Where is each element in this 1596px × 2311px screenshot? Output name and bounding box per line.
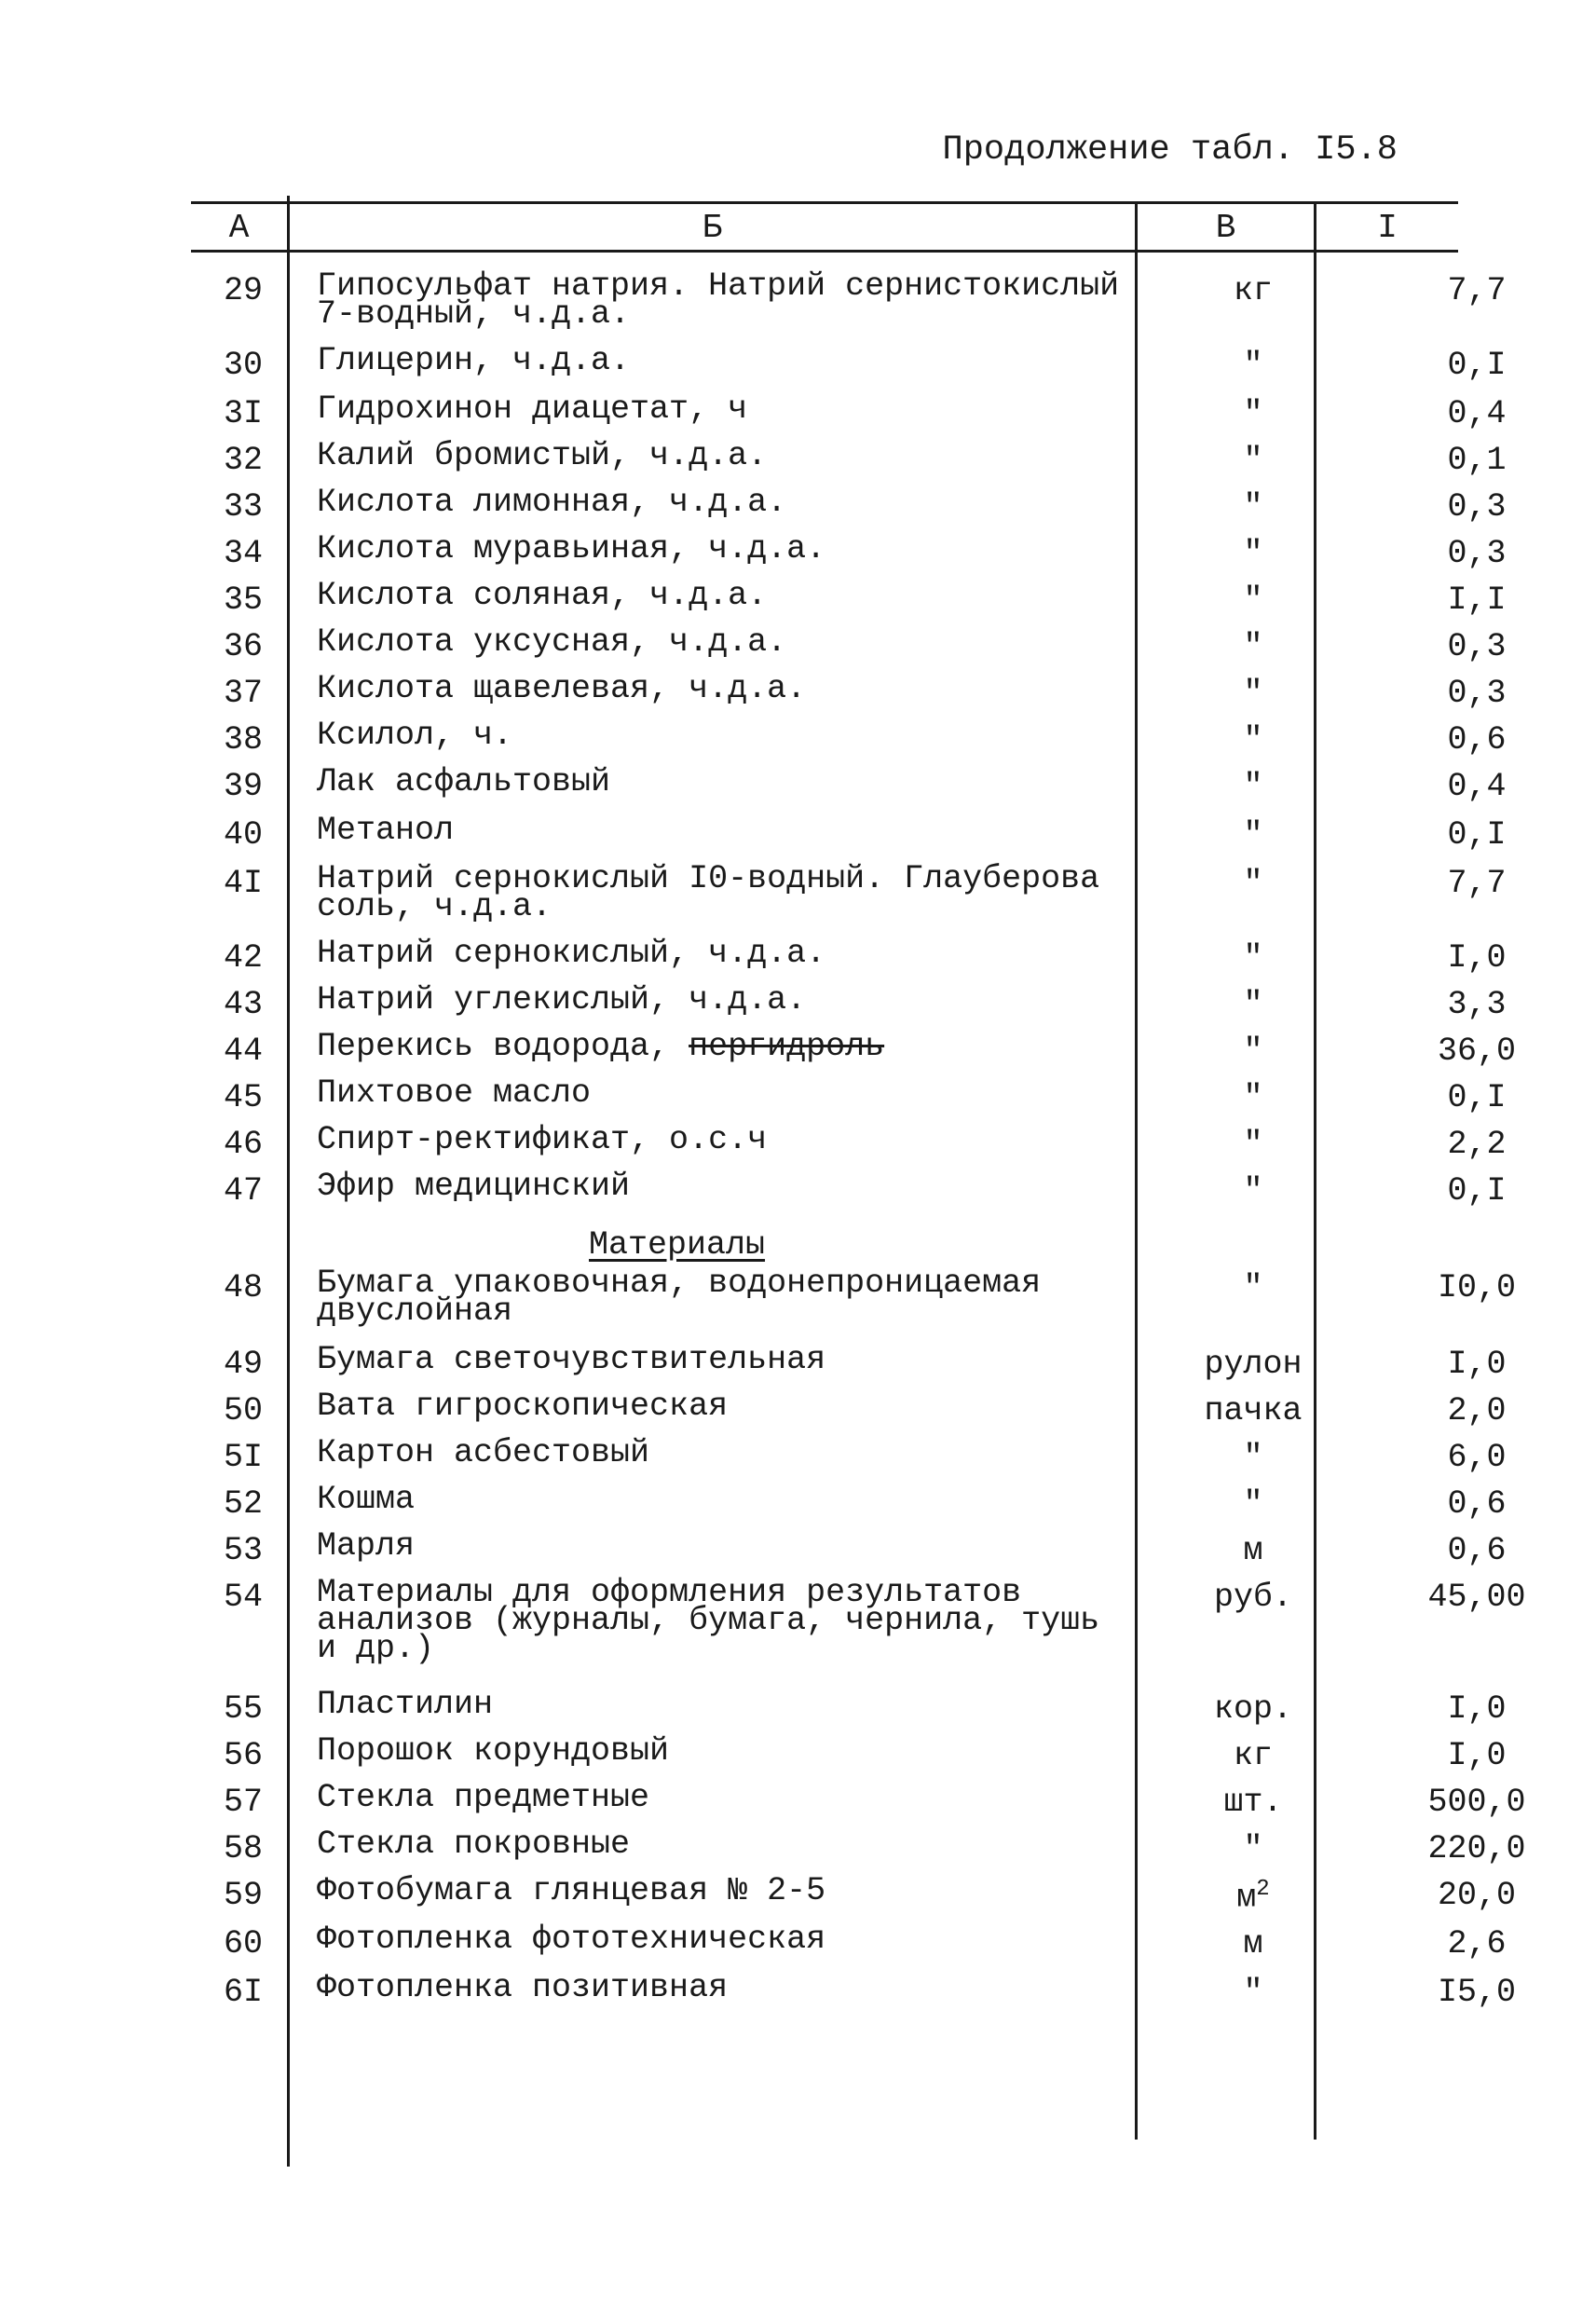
row-name: Кислота соляная, ч.д.а.	[317, 577, 768, 614]
row-value: 0,1	[1447, 442, 1507, 479]
row-value: 0,6	[1447, 1485, 1507, 1523]
row-value: 0,6	[1447, 721, 1507, 759]
row-number: 32	[223, 442, 263, 479]
row-value: 0,I	[1447, 1079, 1507, 1116]
row-number: 35	[223, 581, 263, 619]
row-name	[317, 1028, 1127, 1065]
row-value: 6,0	[1447, 1439, 1507, 1476]
row-number: 48	[223, 1269, 263, 1306]
row-value: 0,3	[1447, 488, 1507, 526]
row-name: Натрий сернокислый I0-водный. Глауберова соль, ч.д.а.	[317, 860, 1100, 925]
header-col-a: А	[228, 209, 250, 247]
row-unit: "	[1243, 395, 1263, 432]
row-value: 2,2	[1447, 1126, 1507, 1163]
row-name: Метанол	[317, 812, 455, 849]
row-name: Кислота лимонная, ч.д.а.	[317, 484, 787, 521]
header-col-c: В	[1215, 209, 1236, 247]
row-name: Фотобумага глянцевая № 2-5	[317, 1872, 826, 1909]
row-unit: кг	[1233, 1737, 1273, 1774]
row-unit: руб.	[1213, 1579, 1292, 1616]
row-name: Порошок корундовый	[317, 1732, 670, 1770]
row-unit: "	[1243, 675, 1263, 712]
row-name: Стекла предметные	[317, 1779, 650, 1816]
header-col-d: I	[1377, 209, 1398, 247]
row-number: 50	[223, 1392, 263, 1429]
row-unit: "	[1243, 535, 1263, 572]
row-value: 500,0	[1427, 1784, 1526, 1821]
row-number: 38	[223, 721, 263, 759]
row-unit: "	[1243, 986, 1263, 1023]
row-unit: "	[1243, 768, 1263, 805]
row-value: 2,0	[1447, 1392, 1507, 1429]
row-unit: "	[1243, 816, 1263, 854]
column-divider-b-c	[1135, 201, 1138, 2140]
row-name: Натрий сернокислый, ч.д.а.	[317, 935, 826, 972]
row-value: I,I	[1447, 581, 1507, 619]
row-name: Эфир медицинский	[317, 1168, 631, 1205]
row-unit: "	[1243, 488, 1263, 526]
row-name: Марля	[317, 1527, 416, 1565]
row-number: 44	[223, 1032, 263, 1070]
row-name: Бумага упаковочная, водонепроницаемая двуслойная	[317, 1265, 1042, 1330]
row-number: 34	[223, 535, 263, 572]
row-name: Пихтовое масло	[317, 1074, 592, 1112]
row-number: 60	[223, 1925, 263, 1962]
row-name: Кислота муравьиная, ч.д.а.	[317, 530, 826, 567]
row-number: 49	[223, 1346, 263, 1383]
row-value: 7,7	[1447, 865, 1507, 902]
row-number: 58	[223, 1830, 263, 1867]
row-unit: "	[1243, 347, 1263, 384]
row-number: 37	[223, 675, 263, 712]
row-value: 0,4	[1447, 395, 1507, 432]
row-unit: "	[1243, 721, 1263, 759]
row-unit: м	[1243, 1532, 1263, 1569]
row-number: 59	[223, 1877, 263, 1914]
header-bottom-rule	[191, 250, 1458, 253]
table-top-rule	[191, 201, 1458, 204]
row-name: Кошма	[317, 1481, 416, 1518]
row-value: 0,I	[1447, 1172, 1507, 1210]
row-unit: "	[1243, 1830, 1263, 1867]
row-unit: "	[1243, 628, 1263, 665]
row-number: 36	[223, 628, 263, 665]
row-number: 52	[223, 1485, 263, 1523]
row-unit: кг	[1233, 272, 1273, 309]
row-value: I,0	[1447, 1346, 1507, 1383]
row-number: 54	[223, 1579, 263, 1616]
row-value: 0,3	[1447, 628, 1507, 665]
row-number: 46	[223, 1126, 263, 1163]
row-value: 0,3	[1447, 535, 1507, 572]
row-unit: "	[1243, 1485, 1263, 1523]
row-unit: кор.	[1213, 1690, 1292, 1728]
row-value: I,0	[1447, 939, 1507, 977]
row-name: Лак асфальтовый	[317, 763, 611, 800]
row-name: Глицерин, ч.д.а.	[317, 342, 631, 379]
row-value: 2,6	[1447, 1925, 1507, 1962]
row-number: 55	[223, 1690, 263, 1728]
row-unit: "	[1243, 1439, 1263, 1476]
row-name-text: Перекись водорода,	[317, 1028, 670, 1065]
row-name: Пластилин	[317, 1686, 494, 1723]
row-name: Материалы для оформления результатов анализов (журналы, бумага, чернила, тушь и др.)	[317, 1574, 1100, 1667]
row-value: 7,7	[1447, 272, 1507, 309]
row-number: 43	[223, 986, 263, 1023]
row-value: 20,0	[1437, 1877, 1516, 1914]
row-number: 47	[223, 1172, 263, 1210]
row-value: 0,3	[1447, 675, 1507, 712]
row-unit: "	[1243, 939, 1263, 977]
row-name: Кислота уксусная, ч.д.а.	[317, 623, 787, 661]
row-number: 57	[223, 1784, 263, 1821]
row-unit: "	[1243, 581, 1263, 619]
row-number: 53	[223, 1532, 263, 1569]
row-number: 4I	[223, 865, 263, 902]
row-name: Гипосульфат натрия. Натрий сернистокислый 7-водный, ч.д.а.	[317, 267, 1120, 333]
row-unit: "	[1243, 865, 1263, 902]
row-number: 30	[223, 347, 263, 384]
section-title-materials: Материалы	[589, 1226, 766, 1264]
row-number: 56	[223, 1737, 263, 1774]
row-name: Калий бромистый, ч.д.а.	[317, 437, 768, 474]
row-value: I,0	[1447, 1690, 1507, 1728]
unit-text: м	[1236, 1879, 1257, 1917]
row-value: 3,3	[1447, 986, 1507, 1023]
row-unit: шт.	[1223, 1784, 1283, 1821]
row-value: 0,I	[1447, 347, 1507, 384]
row-number: 33	[223, 488, 263, 526]
row-number: 39	[223, 768, 263, 805]
row-unit: "	[1243, 1172, 1263, 1210]
row-unit: пачка	[1204, 1392, 1303, 1429]
header-col-b: Б	[702, 209, 723, 247]
row-unit: "	[1243, 1269, 1263, 1306]
row-name: Вата гигроскопическая	[317, 1388, 729, 1425]
row-value: I,0	[1447, 1737, 1507, 1774]
row-unit: "	[1243, 1079, 1263, 1116]
row-number: 6I	[223, 1974, 263, 2011]
row-name: Картон асбестовый	[317, 1434, 650, 1471]
row-unit: м	[1243, 1925, 1263, 1962]
row-value: 45,00	[1427, 1579, 1526, 1616]
row-unit: "	[1243, 442, 1263, 479]
column-divider-a-b	[287, 196, 290, 2167]
table-caption: Продолжение табл. I5.8	[942, 130, 1398, 170]
row-name: Спирт-ректификат, о.с.ч	[317, 1121, 768, 1158]
row-value: I5,0	[1437, 1974, 1516, 2011]
row-name: Кислота щавелевая, ч.д.а.	[317, 670, 807, 707]
row-number: 45	[223, 1079, 263, 1116]
row-name: Ксилол, ч.	[317, 717, 513, 754]
unit-superscript: 2	[1256, 1877, 1270, 1902]
row-value: 36,0	[1437, 1032, 1516, 1070]
row-name: Фотопленка позитивная	[317, 1969, 729, 2006]
row-number: 42	[223, 939, 263, 977]
struck-text: пергидроль	[689, 1028, 885, 1065]
row-value: 220,0	[1427, 1830, 1526, 1867]
row-number: 3I	[223, 395, 263, 432]
row-value: 0,6	[1447, 1532, 1507, 1569]
row-unit: "	[1243, 1126, 1263, 1163]
row-unit: "	[1243, 1974, 1263, 2011]
row-unit: "	[1243, 1032, 1263, 1070]
row-number: 40	[223, 816, 263, 854]
row-name: Натрий углекислый, ч.д.а.	[317, 981, 807, 1019]
row-name: Фотопленка фототехническая	[317, 1921, 826, 1958]
row-number: 29	[223, 272, 263, 309]
row-value: 0,I	[1447, 816, 1507, 854]
row-value: I0,0	[1437, 1269, 1516, 1306]
row-name: Бумага светочувствительная	[317, 1341, 826, 1378]
row-unit: рулон	[1204, 1346, 1303, 1383]
row-name: Стекла покровные	[317, 1826, 631, 1863]
row-value: 0,4	[1447, 768, 1507, 805]
row-name: Гидрохинон диацетат, ч	[317, 390, 748, 428]
row-number: 5I	[223, 1439, 263, 1476]
